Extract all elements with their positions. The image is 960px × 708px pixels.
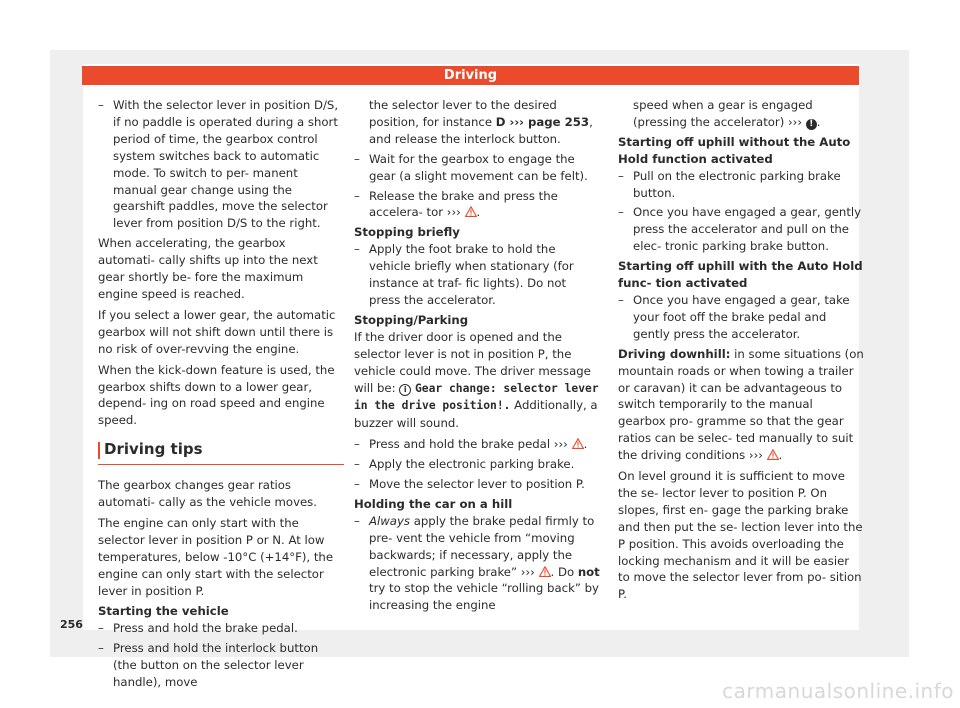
chapter-header: Driving	[82, 66, 859, 85]
paragraph: The gearbox changes gear ratios automati- cally as the vehicle moves.	[98, 478, 317, 510]
warning-triangle-icon[interactable]	[767, 449, 779, 460]
list-item-text: Once you have engaged a gear, take your foot off the brake pedal and gently press the accelerator.	[633, 292, 850, 341]
list-item-continued	[354, 97, 600, 148]
paragraph: When accelerating, the gearbox automati- cally shifts up into the next gear shortly be- fore the maximum engine speed is reached.	[98, 236, 318, 301]
list-item-text: Apply the foot brake to hold the vehicle briefly when stationary (for instance at traf- fic lights). Do not press the accelerator.	[369, 242, 574, 307]
paragraph: On level ground it is sufficient to move the se- lector lever to position P. On slopes, first en- gage the parking brake and then put the se- lection lever into the P position. This avoids overloading the locking mechanism and it will be easier to move the selector lever from po- sition P.	[618, 469, 863, 602]
page-number: 256	[60, 618, 83, 631]
list-item-text: Apply the electronic parking brake.	[369, 457, 575, 472]
text: speed when a gear is engaged (pressing the accelerator) ›››	[633, 98, 813, 129]
list-item: – Apply the foot brake to hold the vehicle briefly when stationary (for instance at traf- fic lights). Do not press the accelerator.	[354, 242, 574, 307]
list-item: – Press and hold the brake pedal ››› .	[354, 437, 588, 452]
list-item: – Always apply the brake pedal firmly to pre- vent the vehicle from “moving backwards; if necessary, apply the electronic parking brake” ››› . Do not try to stop the vehicle “rolling back” by increasing the engine	[354, 513, 600, 613]
text: try to stop the vehicle “rolling back” by increasing the engine	[369, 581, 599, 613]
paragraph: Driving downhill: in some situations (on mountain roads or when towing a trailer or caravan) it can be advantageous to switch temporarily to the manual gearbox pro- gramme so that the gear ratios can be selec- ted manually to suit the driving conditions ››› .	[618, 346, 864, 463]
subheading: Starting off uphill without the Auto Hold function activated	[618, 134, 851, 166]
list-item-text: Press and hold the brake pedal.	[113, 621, 298, 636]
list-item-text: Press and hold the brake pedal ›››	[369, 437, 568, 452]
list-item: – With the selector lever in position D/S, if no paddle is operated during a short period of time, the gearbox control system switches back to automatic mode. To switch to per- manent manual gear change using the gearshift paddles, move the selector lever from position D/S to the right.	[98, 98, 339, 231]
warning-triangle-icon[interactable]	[465, 206, 477, 217]
list-item-text: Once you have engaged a gear, gently press the accelerator and pull on the elec- tronic parking brake button.	[633, 205, 862, 254]
text: apply the brake pedal firmly to pre- vent the vehicle from “moving backwards; if necessary, apply the electronic parking brake” ›››	[369, 513, 595, 579]
text: the selector lever to the desired position, for instance	[369, 98, 557, 129]
watermark: carmanualsonline.info	[722, 679, 954, 703]
list-item-text: Release the brake and press the accelera- tor ›››	[369, 188, 558, 220]
subheading: Holding the car on a hill	[354, 496, 513, 511]
section-heading	[98, 441, 344, 465]
list-item: – Release the brake and press the accelera- tor ››› .	[354, 188, 558, 220]
text: , and release the interlock button.	[369, 114, 593, 146]
list-item-text: Move the selector lever to position P.	[369, 477, 585, 492]
list-item-text: Wait for the gearbox to engage the gear (a slight movement can be felt).	[369, 151, 588, 183]
strong: Driving downhill:	[618, 346, 731, 361]
driver-message: Gear change: selector lever in the drive position!.	[354, 381, 599, 413]
strong: not	[577, 564, 600, 579]
warning-triangle-icon[interactable]	[572, 438, 584, 449]
list-item: – Press and hold the interlock button (the button on the selector lever handle), move	[98, 641, 319, 690]
column-1	[98, 97, 344, 694]
text: . Do	[550, 564, 578, 579]
text: Additionally, a buzzer will sound.	[354, 398, 598, 431]
section-title: Driving tips	[104, 440, 203, 459]
subheading: Starting the vehicle	[98, 604, 229, 619]
list-item: – Move the selector lever to position P.	[354, 477, 585, 492]
paragraph: If you select a lower gear, the automatic gearbox will not shift down until there is no risk of over-revving the engine.	[98, 307, 336, 356]
paragraph	[354, 329, 600, 432]
column-3	[618, 97, 864, 607]
list-item-text: Pull on the electronic parking brake button.	[633, 168, 841, 200]
section-accent-bar	[98, 442, 100, 459]
list-item-continued: speed when a gear is engaged (pressing the accelerator) ››› ! .	[633, 98, 821, 129]
list-item: – Apply the electronic parking brake.	[354, 457, 575, 472]
subheading: Stopping/Parking	[354, 312, 469, 327]
text: in some situations (on mountain roads or when towing a trailer or caravan) it can be advantageous to switch temporarily to the manual gearbox pro- gramme so that the gear ratios can be selec- ted manually to suit the driving conditions ›››	[618, 346, 864, 463]
text: If the driver door is opened and the selector lever is not in position P, the vehicle could move. The driver message will be:	[354, 329, 591, 395]
list-item: – Press and hold the brake pedal.	[98, 621, 298, 636]
paragraph: The engine can only start with the selector lever in position P or N. At low temperatures, below -10°C (+14°F), the engine can only start with the selector lever in position P.	[98, 515, 334, 598]
list-item: – Once you have engaged a gear, take your foot off the brake pedal and gently press the accelerator.	[618, 292, 850, 341]
paragraph: When the kick-down feature is used, the gearbox shifts down to a lower gear, depend- ing on road speed and engine speed.	[98, 362, 335, 428]
subheading: Stopping briefly	[354, 225, 460, 240]
list-item-text: Press and hold the interlock button (the button on the selector lever handle), move	[113, 641, 319, 690]
list-item: – Wait for the gearbox to engage the gear (a slight movement can be felt).	[354, 151, 588, 183]
emphasis: Always	[369, 513, 410, 528]
list-item: – Once you have engaged a gear, gently press the accelerator and pull on the elec- tronic parking brake button.	[618, 205, 862, 254]
page-reference-link[interactable]: D ››› page 253	[495, 114, 590, 129]
warning-triangle-icon[interactable]	[539, 566, 551, 577]
info-circle-icon: i	[399, 384, 411, 396]
list-item: – Pull on the electronic parking brake button.	[618, 168, 841, 200]
column-2	[354, 97, 600, 617]
subheading: Starting off uphill with the Auto Hold func- tion activated	[618, 259, 863, 291]
exclamation-dot-icon[interactable]: !	[806, 119, 817, 130]
list-item-text: With the selector lever in position D/S, if no paddle is operated during a short period of time, the gearbox control system switches back to automatic mode. To switch to per- manent manual gear change using the gearshift paddles, move the selector lever from position D/S to the right.	[113, 98, 339, 231]
